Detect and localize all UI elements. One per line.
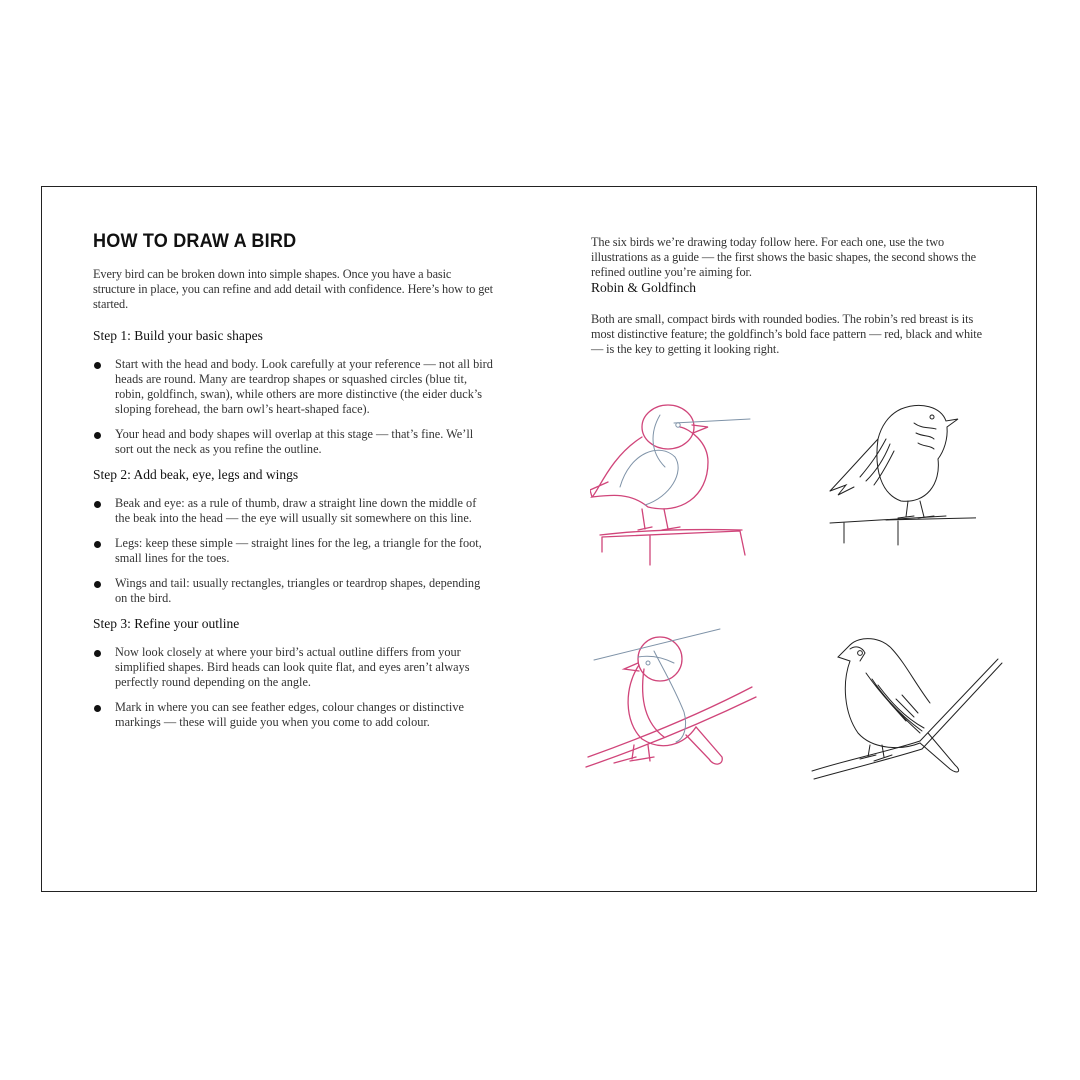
robin-construction-sketch bbox=[590, 397, 760, 567]
page-title: HOW TO DRAW A BIRD bbox=[93, 231, 297, 252]
list-item: Beak and eye: as a rule of thumb, draw a straight line down the middle of the beak into the head — the eye will usually sit somewhere on this line. bbox=[93, 496, 493, 526]
robin-finished-sketch bbox=[826, 399, 976, 559]
goldfinch-shapes-illustration bbox=[584, 627, 774, 797]
list-item: Start with the head and body. Look carefully at your reference — not all bird heads are round. Many are teardrop shapes or squashed circles (blue tit, robin, goldfinch, swan), while others are more distinctive (the eider duck’s sloping forehead, the barn owl’s heart-shaped face). bbox=[93, 357, 493, 417]
step-2-list bbox=[93, 496, 493, 606]
step-3-heading: Step 3: Refine your outline bbox=[93, 616, 240, 631]
right-page bbox=[591, 235, 991, 357]
robin-shapes-illustration bbox=[590, 397, 760, 567]
section-heading: Robin & Goldfinch bbox=[591, 280, 696, 295]
goldfinch-construction-sketch bbox=[584, 627, 774, 797]
robin-outline-illustration bbox=[826, 399, 976, 559]
step-3-list bbox=[93, 645, 493, 730]
right-intro-paragraph: The six birds we’re drawing today follow here. For each one, use the two illustrations as a guide — the first shows the basic shapes, the second shows the refined outline you’re aiming for. bbox=[591, 235, 976, 279]
list-item: Your head and body shapes will overlap at this stage — that’s fine. We’ll sort out the neck as you refine the outline. bbox=[93, 427, 493, 457]
list-item: Now look closely at where your bird’s actual outline differs from your simplified shapes. Bird heads can look quite flat, and eyes aren’t always perfectly round depending on the angle. bbox=[93, 645, 493, 690]
book-spread bbox=[41, 186, 1037, 892]
step-1-list bbox=[93, 357, 493, 457]
step-1-heading: Step 1: Build your basic shapes bbox=[93, 328, 263, 343]
left-page bbox=[93, 231, 493, 740]
section-paragraph: Both are small, compact birds with rounded bodies. The robin’s red breast is its most distinctive feature; the goldfinch’s bold face pattern — red, black and white — is the key to getting it looking right. bbox=[591, 312, 982, 356]
step-2-heading: Step 2: Add beak, eye, legs and wings bbox=[93, 467, 299, 482]
intro-paragraph: Every bird can be broken down into simple shapes. Once you have a basic structure in place, you can refine and add detail with confidence. Here’s how to get started. bbox=[93, 267, 493, 311]
list-item: Mark in where you can see feather edges, colour changes or distinctive markings — these will guide you when you come to add colour. bbox=[93, 700, 493, 730]
list-item: Legs: keep these simple — straight lines for the leg, a triangle for the foot, small lines for the toes. bbox=[93, 536, 493, 566]
goldfinch-finished-sketch bbox=[810, 633, 1010, 788]
list-item: Wings and tail: usually rectangles, triangles or teardrop shapes, depending on the bird. bbox=[93, 576, 493, 606]
goldfinch-outline-illustration bbox=[810, 633, 1010, 788]
